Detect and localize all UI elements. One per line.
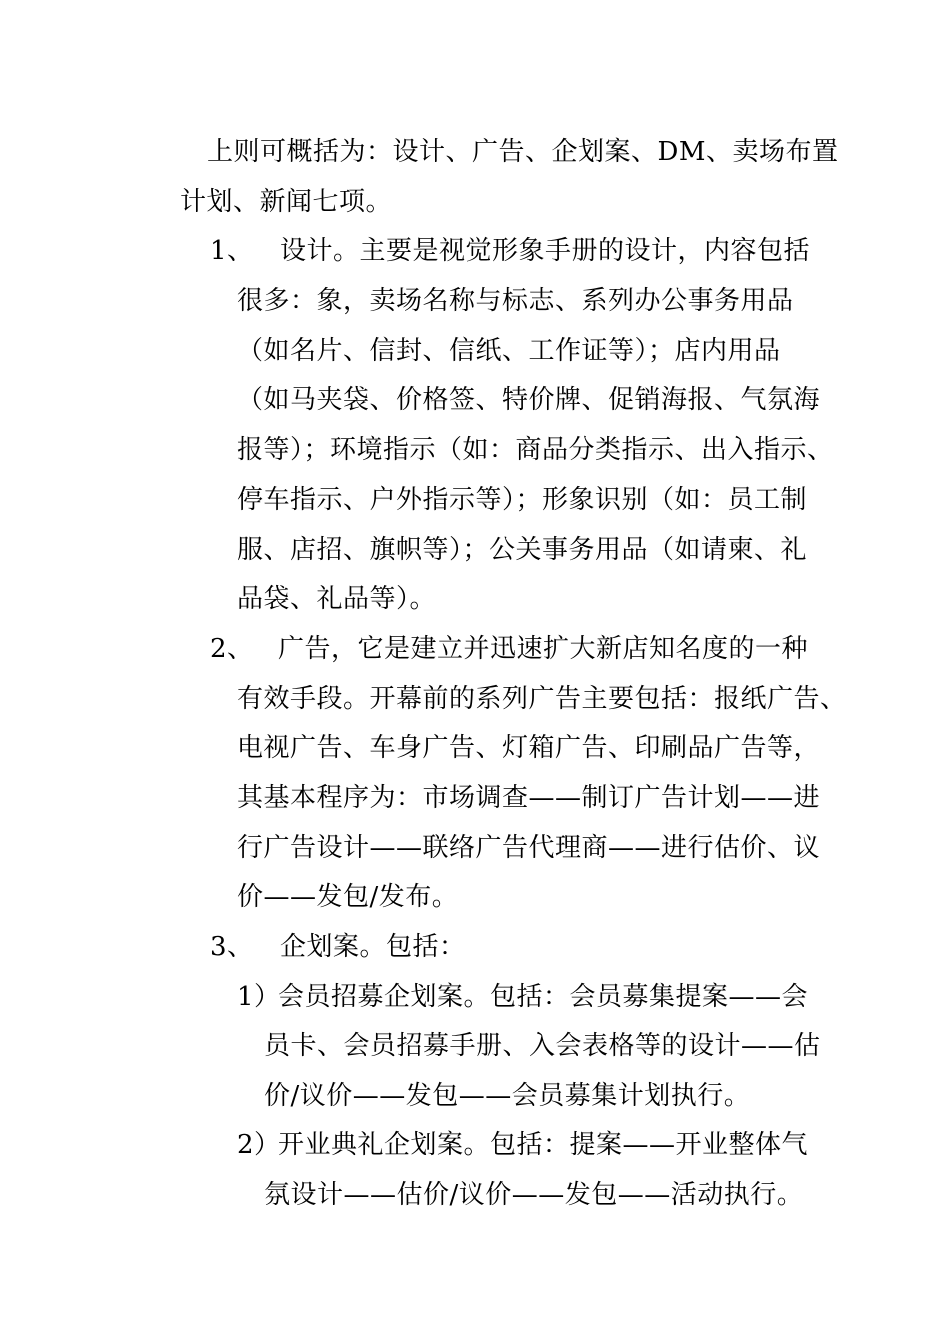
sublist-item-text: 会员招募企划案。包括：会员募集提案——会 [278,982,809,1012]
list-item-number: 2、 [210,634,254,664]
list-item-text: 停车指示、户外指示等）；形象识别（如：员工制 [237,485,808,515]
list-item-text: 很多：象，卖场名称与标志、系列办公事务用品 [237,286,794,316]
sublist-item-text: 价/议价——发包——会员募集计划执行。 [264,1081,751,1111]
list-item-text: （如名片、信封、信纸、工作证等）；店内用品 [237,336,781,366]
list-item-text: 广告，它是建立并迅速扩大新店知名度的一种 [278,634,809,664]
sublist-item-number: 2） [237,1130,281,1160]
list-item-text: 报等）；环境指示（如：商品分类指示、出入指示、 [237,435,834,465]
sublist-item-text: 员卡、会员招募手册、入会表格等的设计——估 [264,1031,821,1061]
list-item-text: 品袋、礼品等）。 [237,584,437,614]
list-item-number: 3、 [210,932,254,962]
list-item-text: （如马夹袋、价格签、特价牌、促销海报、气氛海 [237,385,821,415]
list-item-text: 企划案。包括： [280,932,466,962]
sublist-item-text: 氛设计——估价/议价——发包——活动执行。 [264,1180,804,1210]
intro-line: 计划、新闻七项。 [180,187,393,217]
sublist-item-number: 1） [237,982,281,1012]
list-item-text: 有效手段。开幕前的系列广告主要包括：报纸广告、 [237,684,847,714]
list-item-text: 设计。主要是视觉形象手册的设计，内容包括 [280,236,811,266]
intro-line: 上则可概括为：设计、广告、企划案、DM、卖场布置 [207,137,839,167]
list-item-text: 服、店招、旗帜等）；公关事务用品（如请柬、礼 [237,535,808,565]
sublist-item-text: 开业典礼企划案。包括：提案——开业整体气 [278,1130,809,1160]
list-item-text: 电视广告、车身广告、灯箱广告、印刷品广告等， [237,733,821,763]
list-item-number: 1、 [210,236,254,266]
list-item-text: 价——发包/发布。 [237,882,459,912]
list-item-text: 行广告设计——联络广告代理商——进行估价、议 [237,833,821,863]
list-item-text: 其基本程序为：市场调查——制订广告计划——进 [237,783,821,813]
